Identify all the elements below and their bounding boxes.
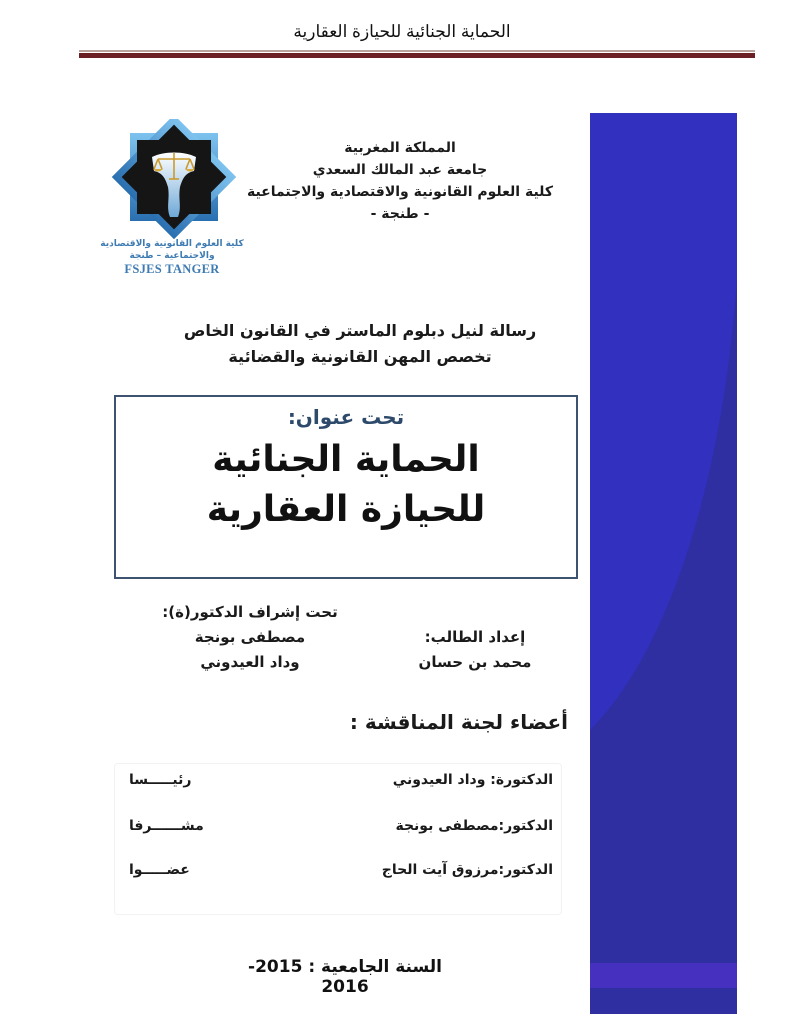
running-header-title: الحماية الجنائية للحيازة العقارية bbox=[293, 22, 511, 41]
side-panel-band bbox=[590, 963, 737, 988]
committee-member-role: مشــــــرفا bbox=[129, 818, 204, 834]
institution-city: - طنجة - bbox=[370, 206, 430, 222]
logo-caption-arabic-1: كلية العلوم القانونية والاقتصادية bbox=[100, 239, 244, 249]
committee-member-name: الدكتور:مصطفى بونجة bbox=[395, 818, 553, 834]
logo-caption-english: FSJES TANGER bbox=[124, 262, 220, 276]
committee-row bbox=[115, 818, 561, 842]
committee-member-role: رئيـــــسا bbox=[129, 772, 192, 788]
decorative-side-panel bbox=[590, 113, 737, 1014]
student-label: إعداد الطالب: bbox=[424, 628, 526, 646]
header-rule bbox=[79, 50, 755, 58]
thesis-title: الحماية الجنائية للحيازة العقارية bbox=[206, 439, 486, 530]
committee-member-name: الدكتور:مرزوق آيت الحاج bbox=[381, 862, 553, 878]
committee-row bbox=[115, 772, 561, 796]
supervisors-block bbox=[150, 600, 350, 675]
supervisor-name: وداد العيدوني bbox=[200, 653, 300, 671]
supervisor-name: مصطفى بونجة bbox=[194, 628, 306, 646]
institution-kingdom: المملكة المغربية bbox=[344, 140, 456, 156]
committee-member-role: عضـــــوا bbox=[129, 862, 190, 878]
institution-faculty: كلية العلوم القانونية والاقتصادية والاجتماعية bbox=[246, 184, 554, 200]
faculty-logo bbox=[98, 119, 246, 277]
institution-university: جامعة عبد المالك السعدي bbox=[312, 162, 488, 178]
degree-line: رسالة لنيل دبلوم الماستر في القانون الخاص bbox=[183, 321, 537, 340]
committee-row bbox=[115, 862, 561, 886]
institution-block bbox=[240, 137, 560, 225]
committee-table bbox=[114, 763, 562, 915]
degree-block bbox=[160, 318, 560, 370]
header-rule-dark bbox=[79, 53, 755, 58]
academic-year: السنة الجامعية : 2015-2016 bbox=[248, 957, 442, 997]
side-panel-arc bbox=[590, 113, 737, 773]
faculty-logo-star-scales-icon bbox=[98, 119, 246, 239]
supervision-label: تحت إشراف الدكتور(ة): bbox=[162, 603, 338, 621]
logo-caption-arabic-2: والاجتماعية – طنجة bbox=[129, 251, 215, 261]
thesis-title-box bbox=[114, 395, 578, 579]
student-name: محمد بن حسان bbox=[418, 653, 532, 671]
title-label: تحت عنوان: bbox=[287, 405, 405, 429]
committee-heading: أعضاء لجنة المناقشة : bbox=[349, 710, 568, 734]
header-rule-light bbox=[79, 50, 755, 52]
student-block bbox=[390, 625, 560, 675]
specialization-line: تخصص المهن القانونية والقضائية bbox=[228, 347, 492, 366]
committee-member-name: الدكتورة: وداد العيدوني bbox=[392, 772, 553, 788]
